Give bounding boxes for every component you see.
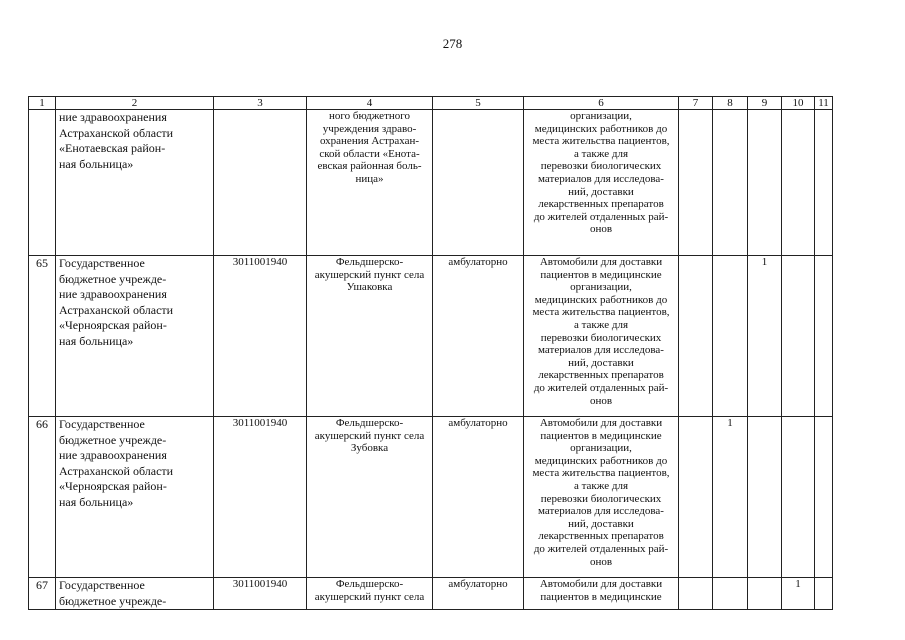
table-body xyxy=(29,110,833,610)
purpose-cell xyxy=(524,110,679,256)
unit-line: ской области «Енота- xyxy=(319,147,420,160)
row-number-cell xyxy=(29,578,56,610)
purpose-line: онов xyxy=(589,555,613,568)
unit-line: Фельдшерско- xyxy=(335,417,404,429)
count-cell-8 xyxy=(713,110,748,256)
count-cell-9 xyxy=(748,578,782,610)
unit-line: Ушаковка xyxy=(346,281,393,294)
row-number: 66 xyxy=(36,417,48,431)
purpose-line: а также для xyxy=(573,479,629,492)
unit-line: Фельдшерско- xyxy=(335,578,404,590)
purpose-line: а также для xyxy=(573,318,629,331)
count-cell-7 xyxy=(679,417,713,578)
col-header-10: 10 xyxy=(782,97,815,110)
purpose-cell xyxy=(524,578,679,610)
count-cell-11 xyxy=(815,417,833,578)
unit-line: евская районная боль- xyxy=(317,160,422,173)
inn-cell xyxy=(214,578,307,610)
table-row xyxy=(29,417,833,578)
unit-line: акушерский пункт села xyxy=(314,590,425,603)
purpose-line: организации, xyxy=(570,281,632,294)
organization-line: Астраханской области xyxy=(59,302,174,317)
organization-line: «Черноярская район- xyxy=(59,479,167,493)
organization-cell xyxy=(56,110,214,256)
count-cell-8 xyxy=(713,578,748,610)
count-cell-7 xyxy=(679,578,713,610)
purpose-line: ний, доставки xyxy=(568,185,634,198)
organization-line: ная больница» xyxy=(59,156,134,171)
row-number: 67 xyxy=(36,578,48,592)
unit-cell xyxy=(307,578,433,610)
count-cell-11 xyxy=(815,110,833,256)
purpose-line: пациентов в медицинские xyxy=(540,268,662,281)
col-header-1: 1 xyxy=(29,97,56,110)
row-number-cell xyxy=(29,417,56,578)
purpose-cell xyxy=(524,256,679,417)
count-cell-10 xyxy=(782,578,815,610)
care-type-cell xyxy=(433,578,524,610)
count-cell-10 xyxy=(782,110,815,256)
purpose-line: медицинских работников до xyxy=(534,454,668,467)
organization-line: Астраханской области xyxy=(59,125,174,140)
unit-line: ница» xyxy=(355,172,384,185)
organization-line: Астраханской области xyxy=(59,463,174,478)
count-cell-8 xyxy=(713,417,748,578)
table-row xyxy=(29,578,833,610)
purpose-line: перевозки биологических xyxy=(540,492,662,505)
purpose-line: Автомобили для доставки xyxy=(539,578,663,590)
purpose-line: места жительства пациентов, xyxy=(532,467,670,480)
count-value: 1 xyxy=(727,417,733,429)
unit-cell xyxy=(307,256,433,417)
purpose-line: онов xyxy=(589,394,613,407)
row-number: 65 xyxy=(36,256,48,270)
count-cell-9 xyxy=(748,256,782,417)
count-cell-7 xyxy=(679,110,713,256)
purpose-line: перевозки биологических xyxy=(540,160,662,173)
document-table xyxy=(28,96,833,610)
organization-line: «Енотаевская район- xyxy=(59,141,166,155)
purpose-line: лекарственных препаратов xyxy=(538,198,664,211)
purpose-line: места жительства пациентов, xyxy=(532,135,670,148)
unit-cell xyxy=(307,417,433,578)
purpose-line: до жителей отдаленных рай- xyxy=(533,542,669,555)
organization-cell xyxy=(56,417,214,578)
purpose-line: Автомобили для доставки xyxy=(539,256,663,268)
care-type-cell xyxy=(433,417,524,578)
care-type-cell xyxy=(433,256,524,417)
count-value: 1 xyxy=(761,256,768,268)
purpose-line: места жительства пациентов, xyxy=(532,306,670,319)
inn-value: 3011001940 xyxy=(232,417,288,429)
col-header-5: 5 xyxy=(433,97,524,110)
col-header-11: 11 xyxy=(815,97,833,110)
inn-cell xyxy=(214,110,307,256)
row-number-cell xyxy=(29,110,56,256)
care-type-value: амбулаторно xyxy=(448,578,508,590)
purpose-line: лекарственных препаратов xyxy=(538,369,664,382)
unit-line: охранения Астрахан- xyxy=(319,135,420,148)
organization-line: ная больница» xyxy=(59,333,134,348)
count-cell-10 xyxy=(782,417,815,578)
purpose-line: перевозки биологических xyxy=(540,331,662,344)
purpose-cell xyxy=(524,417,679,578)
organization-cell xyxy=(56,578,214,610)
count-cell-11 xyxy=(815,256,833,417)
organization-line: Государственное xyxy=(59,578,145,592)
purpose-line: до жителей отдаленных рай- xyxy=(533,381,669,394)
purpose-line: Автомобили для доставки xyxy=(539,417,663,429)
count-cell-11 xyxy=(815,578,833,610)
organization-line: бюджетное учрежде- xyxy=(59,593,167,608)
purpose-line: материалов для исследова- xyxy=(538,505,664,518)
organization-line: ние здравоохранения xyxy=(59,110,167,124)
care-type-cell xyxy=(433,110,524,256)
purpose-line: до жителей отдаленных рай- xyxy=(533,210,669,223)
organization-line: «Черноярская район- xyxy=(59,318,167,332)
purpose-line: лекарственных препаратов xyxy=(538,530,664,543)
count-value: 1 xyxy=(795,578,801,590)
page-number: 278 xyxy=(442,36,463,51)
unit-line: Зубовка xyxy=(350,442,389,455)
count-cell-10 xyxy=(782,256,815,417)
col-header-3: 3 xyxy=(214,97,307,110)
purpose-line: ний, доставки xyxy=(568,356,634,369)
purpose-line: медицинских работников до xyxy=(534,293,668,306)
care-type-value: амбулаторно xyxy=(448,417,508,429)
purpose-line: пациентов в медицинские xyxy=(540,429,662,442)
count-cell-9 xyxy=(748,110,782,256)
col-header-8: 8 xyxy=(713,97,748,110)
header-row xyxy=(29,97,833,110)
inn-value: 3011001940 xyxy=(232,256,288,268)
purpose-line: онов xyxy=(589,223,613,236)
organization-line: бюджетное учрежде- xyxy=(59,271,167,286)
col-header-7: 7 xyxy=(679,97,713,110)
table-row xyxy=(29,256,833,417)
purpose-line: пациентов в медицинские xyxy=(540,590,662,603)
col-header-2: 2 xyxy=(56,97,214,110)
unit-line: ного бюджетного xyxy=(329,110,410,122)
organization-line: ние здравоохранения xyxy=(59,287,167,301)
inn-cell xyxy=(214,417,307,578)
table-row xyxy=(29,110,833,256)
col-header-4: 4 xyxy=(307,97,433,110)
purpose-line: организации, xyxy=(570,442,632,455)
unit-line: учреждения здраво- xyxy=(322,122,417,135)
unit-cell xyxy=(307,110,433,256)
purpose-line: материалов для исследова- xyxy=(538,172,664,185)
unit-line: Фельдшерско- xyxy=(335,256,404,268)
count-cell-8 xyxy=(713,256,748,417)
organization-line: Государственное xyxy=(59,256,145,270)
unit-line: акушерский пункт села xyxy=(314,429,425,442)
inn-value: 3011001940 xyxy=(232,578,288,590)
row-number-cell xyxy=(29,256,56,417)
col-header-9: 9 xyxy=(748,97,782,110)
purpose-line: материалов для исследова- xyxy=(538,344,664,357)
count-cell-9 xyxy=(748,417,782,578)
purpose-line: медицинских работников до xyxy=(534,122,668,135)
organization-line: ная больница» xyxy=(59,494,134,509)
purpose-line: организации, xyxy=(570,110,632,122)
col-header-6: 6 xyxy=(524,97,679,110)
organization-line: Государственное xyxy=(59,417,145,431)
care-type-value: амбулаторно xyxy=(448,256,508,268)
count-cell-7 xyxy=(679,256,713,417)
organization-line: бюджетное учрежде- xyxy=(59,432,167,447)
organization-line: ние здравоохранения xyxy=(59,448,167,462)
unit-line: акушерский пункт села xyxy=(314,268,425,281)
organization-cell xyxy=(56,256,214,417)
purpose-line: а также для xyxy=(573,147,629,160)
inn-cell xyxy=(214,256,307,417)
purpose-line: ний, доставки xyxy=(568,517,634,530)
